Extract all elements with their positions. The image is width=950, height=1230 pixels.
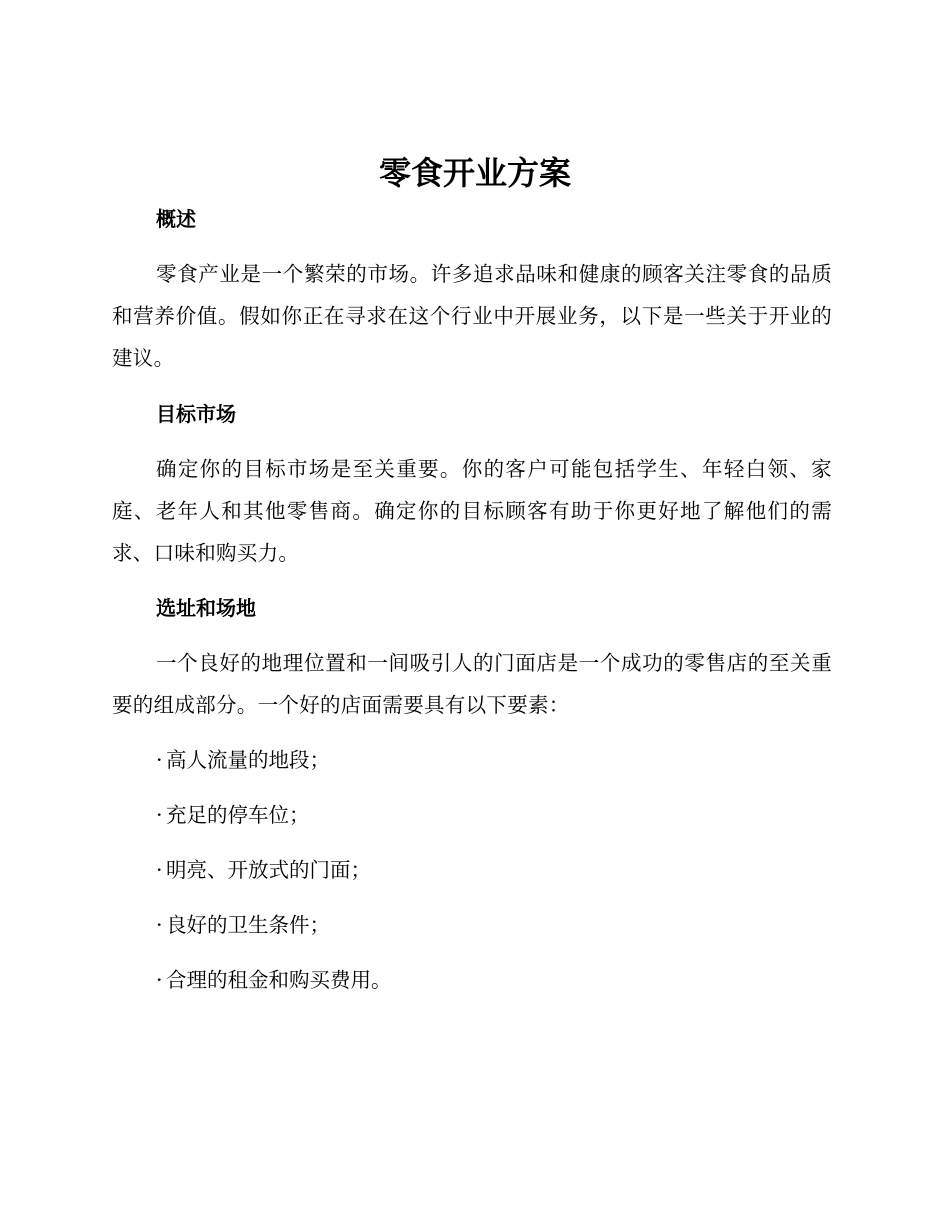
list-item-text: 良好的卫生条件； [166, 913, 330, 937]
list-item [156, 905, 392, 960]
section-overview [112, 203, 832, 379]
list-item [156, 960, 392, 1015]
list-item-text: 充足的停车位； [166, 803, 310, 827]
section-paragraph-target-market: 确定你的目标市场是至关重要。你的客户可能包括学生、年轻白领、家庭、老年人和其他零售商。确定你的目标顾客有助于你更好地了解他们的需求、口味和购买力。 [112, 457, 832, 565]
section-heading-target-market: 目标市场 [156, 402, 236, 426]
list-item [156, 740, 392, 795]
bullet-marker: · [156, 748, 163, 772]
section-paragraph-location: 一个良好的地理位置和一间吸引人的门面店是一个成功的零售店的至关重要的组成部分。一个好的店面需要具有以下要素： [112, 651, 832, 717]
document-title: 零食开业方案 [378, 154, 571, 192]
section-heading-overview: 概述 [156, 207, 196, 231]
list-item-text: 合理的租金和购买费用。 [166, 968, 392, 992]
bullet-marker: · [156, 913, 163, 937]
bullet-marker: · [156, 803, 163, 827]
list-item-text: 明亮、开放式的门面； [166, 858, 371, 882]
section-paragraph-overview: 零食产业是一个繁荣的市场。许多追求品味和健康的顾客关注零食的品质和营养价值。假如你正在寻求在这个行业中开展业务，以下是一些关于开业的建议。 [112, 262, 832, 370]
list-item-text: 高人流量的地段； [166, 748, 330, 772]
list-item [156, 850, 392, 905]
section-heading-location: 选址和场地 [156, 596, 256, 620]
list-item [156, 795, 392, 850]
section-target-market [112, 398, 832, 574]
bullet-marker: · [156, 968, 163, 992]
section-location [112, 592, 832, 726]
bullet-marker: · [156, 858, 163, 882]
requirements-list [156, 740, 392, 1015]
